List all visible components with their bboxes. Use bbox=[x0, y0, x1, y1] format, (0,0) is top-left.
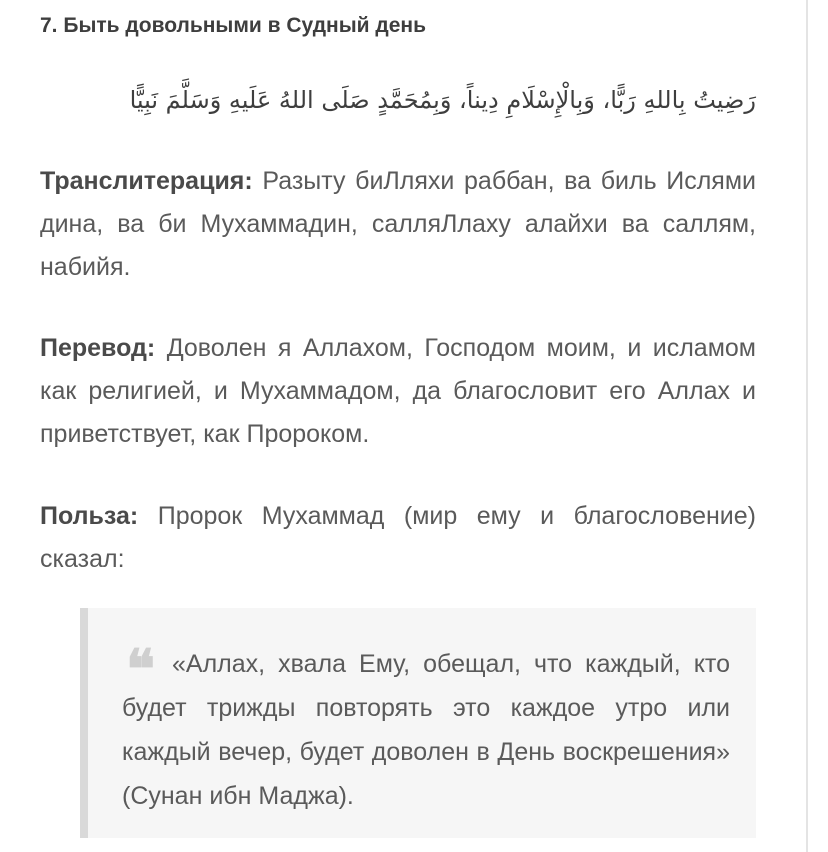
arabic-dua-text: رَضِيتُ بِاللهِ رَبًّا، وَبِالْإِسْلَامِ دِيناً، وَبِمُحَمَّدٍ صَلَى اللهُ عَلَيهِ وَسَلَّمَ نَبِيًّا bbox=[129, 86, 756, 114]
blockquote bbox=[80, 608, 756, 838]
benefit-paragraph bbox=[40, 495, 756, 581]
benefit-label: Польза: bbox=[40, 502, 139, 530]
translation-text: Доволен я Аллахом, Господом моим, и исламом как религией, и Мухаммадом, да благословит его Аллах и приветствует, как Пророком. bbox=[40, 334, 756, 448]
quote-text: «Аллах, хвала Ему, обещал, что каждый, кто будет трижды повторять это каждое утро или каждый вечер, будет доволен в День воскрешения» (Сунан ибн Маджа). bbox=[122, 650, 730, 810]
article-content bbox=[40, 0, 756, 581]
transliteration-paragraph bbox=[40, 160, 756, 289]
benefit-text: Пророк Мухаммад (мир ему и благословение) сказал: bbox=[40, 502, 756, 573]
section-title: 7. Быть довольными в Судный день bbox=[40, 14, 427, 37]
transliteration-text: Разыту биЛляхи раббан, ва биль Ислями дина, ва би Мухаммадин, салляЛлаху алайхи ва саллям, набийя. bbox=[40, 167, 756, 281]
page-divider bbox=[806, 0, 808, 852]
translation-paragraph bbox=[40, 327, 756, 456]
translation-label: Перевод: bbox=[40, 334, 156, 362]
quote-open-icon: ❝ bbox=[126, 637, 156, 701]
transliteration-label: Транслитерация: bbox=[40, 167, 253, 195]
